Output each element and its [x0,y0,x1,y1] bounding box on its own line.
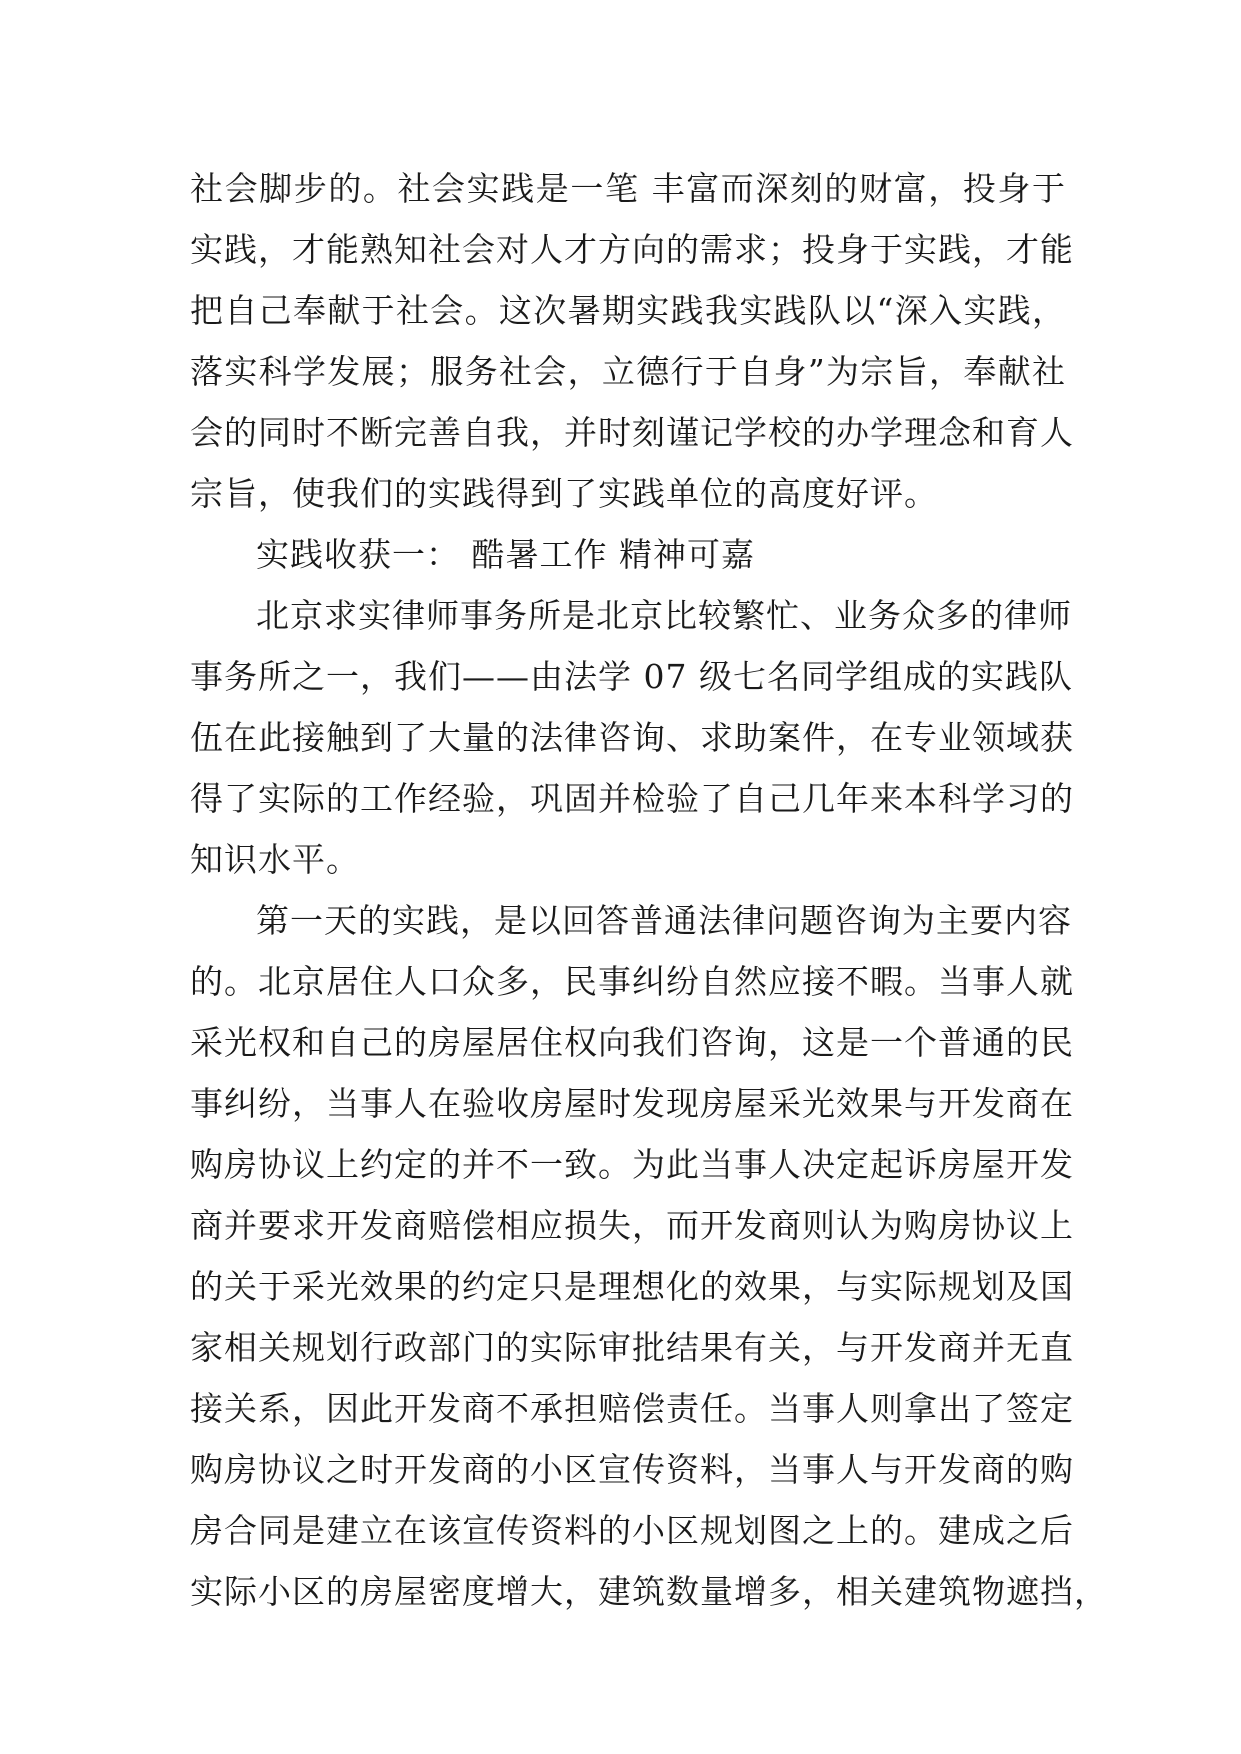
text-line: 社会脚步的。社会实践是一笔 丰富而深刻的财富，投身于 [190,169,1066,208]
text-line: 北京求实律师事务所是北京比较繁忙、业务众多的律师 [256,596,1072,635]
document-body [190,158,1108,1622]
text-line: 会的同时不断完善自我，并时刻谨记学校的办学理念和育人 [190,413,1074,452]
text-line: 家相关规划行政部门的实际审批结果有关，与开发商并无直 [190,1328,1074,1367]
text-line: 购房协议上约定的并不一致。为此当事人决定起诉房屋开发 [190,1145,1074,1184]
text-line: 采光权和自己的房屋居住权向我们咨询，这是一个普通的民 [190,1023,1074,1062]
text-line: 的。北京居住人口众多，民事纠纷自然应接不暇。当事人就 [190,962,1074,1001]
text-line: 的关于采光效果的约定只是理想化的效果，与实际规划及国 [190,1267,1074,1306]
text-line: 房合同是建立在该宣传资料的小区规划图之上的。建成之后 [190,1511,1074,1550]
text-line: 知识水平。 [190,840,360,879]
text-line: 事纠纷，当事人在验收房屋时发现房屋采光效果与开发商在 [190,1084,1074,1123]
text-line: 把自己奉献于社会。这次暑期实践我实践队以“深入实践， [190,291,1066,330]
section-heading: 实践收获一： 酷暑工作 精神可嘉 [256,535,755,574]
text-line: 接关系，因此开发商不承担赔偿责任。当事人则拿出了签定 [190,1389,1074,1428]
text-line: 商并要求开发商赔偿相应损失，而开发商则认为购房协议上 [190,1206,1074,1245]
text-line: 第一天的实践，是以回答普通法律问题咨询为主要内容 [256,901,1072,940]
text-line: 购房协议之时开发商的小区宣传资料，当事人与开发商的购 [190,1450,1074,1489]
text-line: 得了实际的工作经验，巩固并检验了自己几年来本科学习的 [190,779,1074,818]
text-line: 事务所之一，我们——由法学 07 级七名同学组成的实践队 [190,657,1073,696]
text-line: 伍在此接触到了大量的法律咨询、求助案件，在专业领域获 [190,718,1074,757]
text-line: 落实科学发展；服务社会，立德行于自身”为宗旨，奉献社 [190,352,1066,391]
text-line: 宗旨，使我们的实践得到了实践单位的高度好评。 [190,474,938,513]
text-line: 实际小区的房屋密度增大，建筑数量增多，相关建筑物遮挡， [190,1572,1108,1611]
text-line: 实践，才能熟知社会对人才方向的需求；投身于实践，才能 [190,230,1074,269]
